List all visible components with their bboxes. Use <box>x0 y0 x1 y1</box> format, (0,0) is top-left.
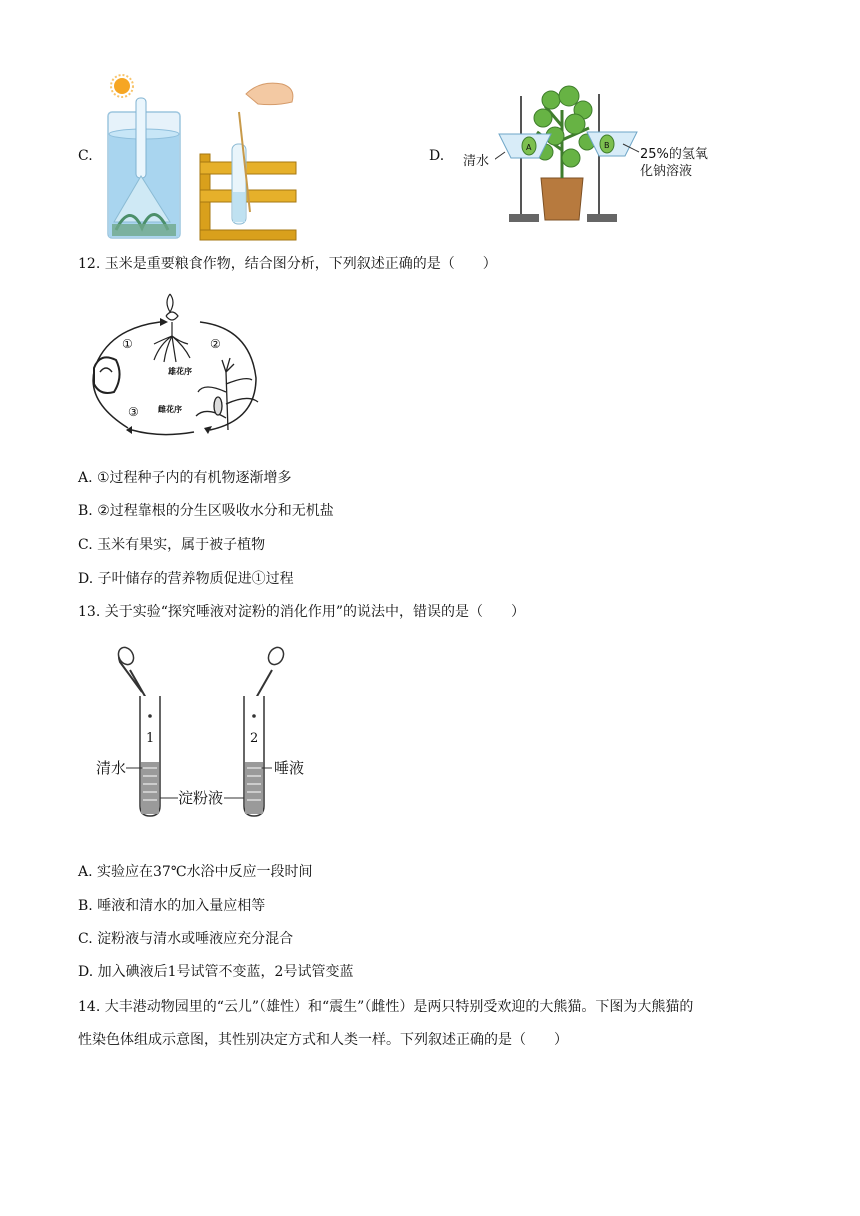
q13-option-c: C. 淀粉液与清水或唾液应充分混合 <box>78 931 294 947</box>
tube-1-number: 1 <box>146 731 155 746</box>
leaf-a-label: A <box>526 143 532 152</box>
q12-step2-label: ② <box>210 337 221 351</box>
sun-icon <box>111 75 133 97</box>
q12-option-b: B. ②过程靠根的分生区吸收水分和无机盐 <box>78 503 334 519</box>
q12-stem: 12. 玉米是重要粮食作物，结合图分析，下列叙述正确的是（ ） <box>78 256 497 272</box>
q13-option-d: D. 加入碘液后1号试管不变蓝，2号试管变蓝 <box>78 964 354 980</box>
q14-stem-line2: 性染色体组成示意图，其性别决定方式和人类一样。下列叙述正确的是（ ） <box>78 1032 568 1048</box>
leaf-b-label: B <box>604 141 610 150</box>
q11-d-label-naoh-line1: 25%的氢氧 <box>640 147 708 162</box>
q12-option-d: D. 子叶储存的营养物质促进①过程 <box>78 571 294 587</box>
test-tube-2 <box>244 696 264 816</box>
dropper-icon <box>115 646 146 698</box>
q13-label-starch: 淀粉液 <box>178 789 224 807</box>
q13-option-a: A. 实验应在37℃水浴中反应一段时间 <box>78 864 313 880</box>
q13-option-b: B. 唾液和清水的加入量应相等 <box>78 898 266 914</box>
q14-stem-line1: 14. 大丰港动物园里的“云儿”（雄性）和“震生”（雌性）是两只特别受欢迎的大熊猫。下图为大熊猫的 <box>78 999 694 1015</box>
q11-d-label-water: 清水 <box>463 154 490 169</box>
q12-option-a: A. ①过程种子内的有机物逐渐增多 <box>78 470 292 486</box>
q12-step1-label: ① <box>122 337 133 351</box>
corn-seed-icon <box>94 357 120 393</box>
corn-plant-icon <box>196 358 258 430</box>
dropper-icon <box>256 646 287 698</box>
q12-step3-label: ③ <box>128 405 139 419</box>
q11-option-c-label: C. <box>78 148 93 164</box>
q11-d-label-naoh-line2: 化钠溶液 <box>640 164 693 179</box>
q11-option-d-label: D. <box>429 148 445 164</box>
corn-seedling-roots-icon <box>154 294 190 362</box>
q12-option-c: C. 玉米有果实，属于被子植物 <box>78 537 266 553</box>
test-tube-rack <box>200 83 296 240</box>
male-inflorescence-label: 雄花序 <box>168 367 192 376</box>
hand-icon <box>246 83 293 105</box>
tube-2-number: 2 <box>250 731 259 746</box>
q11-option-c-figure <box>100 72 300 242</box>
beaker-with-water <box>108 98 180 238</box>
test-tube-1 <box>140 696 160 816</box>
q13-stem: 13. 关于实验“探究唾液对淀粉的消化作用”的说法中，错误的是（ ） <box>78 604 526 620</box>
female-inflorescence-label: 雌花序 <box>158 405 182 414</box>
q12-corn-lifecycle-figure <box>80 288 280 438</box>
q13-label-saliva: 唾液 <box>274 759 305 777</box>
q13-label-water: 清水 <box>96 759 127 777</box>
